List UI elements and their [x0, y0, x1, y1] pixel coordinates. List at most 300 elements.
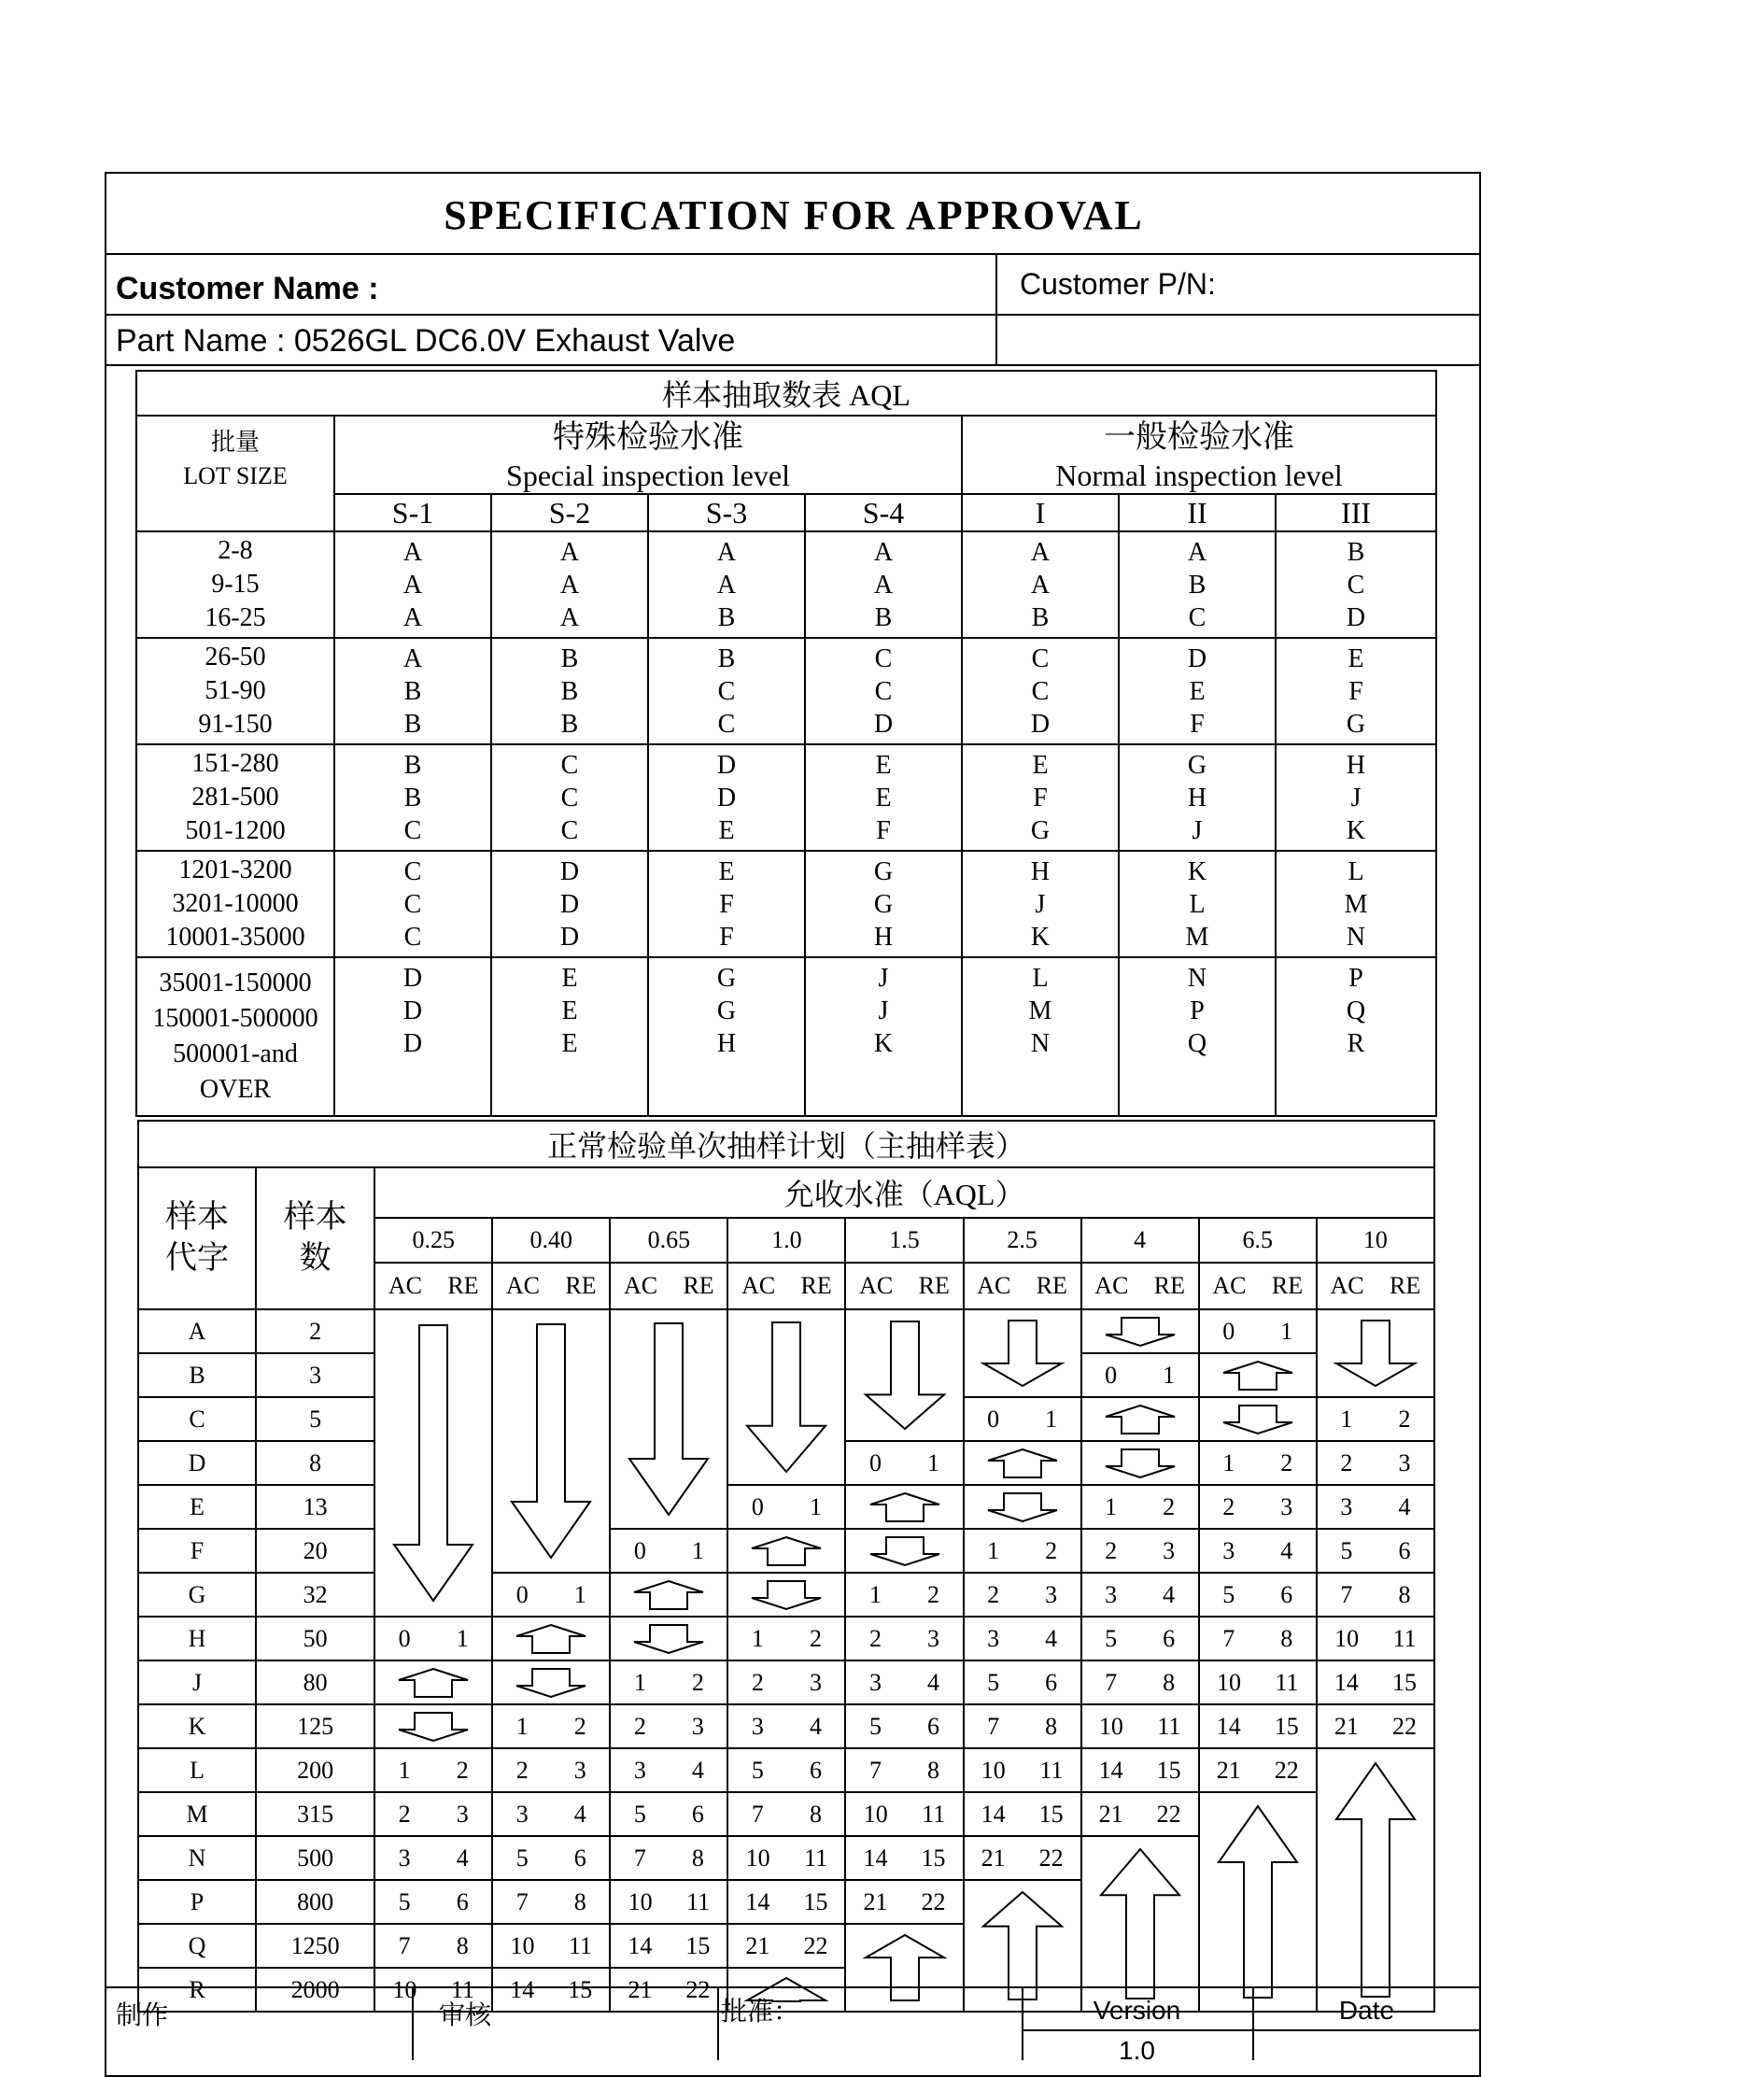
ac-re-cell [610, 1836, 727, 1880]
arrow-down-small-icon [1202, 1401, 1314, 1438]
ac-value: 5 [1222, 1580, 1235, 1608]
code-letter-cell [1119, 531, 1276, 638]
re-value: 8 [456, 1931, 469, 1959]
ac-re-cell [1317, 1573, 1434, 1617]
ac-re-cell [845, 1617, 963, 1660]
arrow-down-icon [967, 1313, 1079, 1393]
code-letter-cell [962, 744, 1119, 851]
ac-value: 1 [987, 1536, 1000, 1564]
re-value: 22 [1156, 1800, 1181, 1828]
ac-value: 14 [1216, 1712, 1241, 1740]
ac-re-cell [845, 1836, 963, 1880]
ac-re-cell [374, 1836, 492, 1880]
ac-label: AC [1212, 1272, 1247, 1299]
code-letter-cell [491, 638, 648, 744]
lot-size-header [136, 416, 334, 531]
ac-re-cell [964, 1573, 1081, 1617]
ac-value: 1 [868, 1580, 882, 1608]
lot-size-value: 10001-35000 [165, 923, 305, 952]
re-label: RE [683, 1272, 714, 1299]
sample-size-cell: 200 [256, 1748, 374, 1792]
sample-code-cell: Q [138, 1924, 256, 1968]
code-letter-cell [805, 957, 962, 1116]
ac-value: 14 [745, 1887, 770, 1915]
ac-re-cell [1081, 1660, 1199, 1704]
code-letter: G [1030, 816, 1051, 845]
re-value: 4 [691, 1756, 704, 1784]
re-value: 22 [685, 1975, 711, 2003]
code-letter: B [560, 710, 579, 739]
code-letter: A [402, 538, 423, 567]
code-letter: J [1035, 890, 1046, 919]
sample-size-cell: 32 [256, 1573, 374, 1617]
ac-value: 7 [751, 1800, 764, 1828]
arrow-down-small-icon [495, 1664, 607, 1702]
code-letter: G [873, 890, 894, 919]
code-letter: A [1187, 538, 1207, 567]
re-value: 2 [1163, 1492, 1176, 1520]
aql-value-header: 0.65 [610, 1218, 727, 1263]
sample-size-cell: 5 [256, 1397, 374, 1441]
code-letter: B [560, 677, 579, 706]
ac-re-cell [845, 1573, 963, 1617]
re-value: 4 [1163, 1580, 1176, 1608]
ac-value: 0 [398, 1624, 411, 1652]
ac-re-cell [610, 1924, 727, 1968]
re-label: RE [1153, 1272, 1186, 1299]
ac-value: 3 [868, 1668, 882, 1696]
ac-value: 3 [515, 1800, 529, 1828]
ac-value: 0 [868, 1448, 882, 1477]
inspection-level-header: S-1 [334, 494, 491, 531]
ac-re-cell [727, 1836, 845, 1880]
code-letter: B [717, 603, 736, 632]
aql-value-header: 0.40 [492, 1218, 610, 1263]
ac-re-cell [610, 1529, 727, 1573]
ac-value: 21 [745, 1931, 770, 1959]
lot-size-range [136, 744, 334, 851]
re-value: 22 [803, 1931, 828, 1959]
code-letter-cell [491, 744, 648, 851]
ac-value: 10 [981, 1756, 1006, 1784]
date-label: Date [1338, 1996, 1395, 2025]
customer-name-label: Customer Name : [116, 271, 379, 306]
code-letter: D [1030, 710, 1051, 739]
sample-size-cell: 13 [256, 1485, 374, 1529]
code-letter: L [1032, 964, 1049, 993]
code-letter: P [1190, 996, 1205, 1025]
use-above-cell [964, 1441, 1081, 1485]
lot-size-value: 150001-500000 [152, 1004, 318, 1033]
code-letter: B [874, 603, 893, 632]
ac-re-cell [610, 1748, 727, 1792]
ac-re-cell [492, 1880, 610, 1924]
special-level-header [334, 416, 962, 494]
ac-re-cell [492, 1968, 610, 2012]
sample-code-cell: C [138, 1397, 256, 1441]
code-letter-cell [962, 638, 1119, 744]
re-value: 1 [456, 1624, 469, 1652]
re-value: 2 [1398, 1405, 1411, 1433]
ac-value: 2 [751, 1668, 764, 1696]
ac-value: 1 [1105, 1492, 1118, 1520]
re-value: 2 [1045, 1536, 1058, 1564]
version-label: Version [1093, 1996, 1181, 2025]
re-value: 22 [1274, 1756, 1299, 1784]
ac-value: 10 [745, 1844, 770, 1872]
header-row-divider [105, 314, 1481, 316]
sample-size-cell: 315 [256, 1792, 374, 1836]
code-letter: C [403, 890, 422, 919]
code-letter: A [1030, 571, 1051, 600]
use-above-cell [727, 1529, 845, 1573]
code-letter: D [559, 857, 580, 886]
sample-size-header-1: 样本 [283, 1200, 347, 1235]
code-letter: E [718, 857, 735, 886]
ac-re-cell [492, 1704, 610, 1748]
ac-re-cell [1199, 1573, 1317, 1617]
re-value: 1 [573, 1580, 586, 1608]
code-letter: A [716, 538, 737, 567]
code-letter: F [1033, 784, 1048, 812]
code-letter: L [1348, 857, 1364, 886]
code-letter: K [1346, 816, 1366, 845]
aql-value-header: 0.25 [374, 1218, 492, 1263]
ac-value: 14 [510, 1975, 535, 2003]
re-value: 4 [809, 1712, 822, 1740]
continue-up-cell [845, 1924, 963, 2012]
re-value: 2 [927, 1580, 940, 1608]
sample-size-cell: 800 [256, 1880, 374, 1924]
arrow-down-icon [377, 1318, 489, 1608]
use-above-cell [374, 1660, 492, 1704]
re-value: 6 [809, 1756, 822, 1784]
ac-re-cell [1081, 1573, 1199, 1617]
re-value: 22 [1038, 1844, 1064, 1872]
lot-size-value: 35001-150000 [159, 968, 312, 997]
lot-size-value: 3201-10000 [172, 889, 299, 918]
ac-re-cell [727, 1792, 845, 1836]
ac-label: AC [977, 1272, 1011, 1299]
ac-re-cell [374, 1748, 492, 1792]
use-below-cell [610, 1617, 727, 1660]
code-letter: J [1192, 816, 1203, 845]
re-value: 11 [686, 1887, 711, 1915]
ac-re-cell [1081, 1529, 1199, 1573]
code-letter: R [1347, 1029, 1365, 1058]
code-letter: E [1189, 677, 1206, 706]
code-letter: F [1348, 677, 1363, 706]
ac-value: 2 [868, 1624, 882, 1652]
ac-re-cell [492, 1924, 610, 1968]
made-by-label: 制作 [116, 2001, 169, 2030]
ac-value: 10 [1216, 1668, 1241, 1696]
code-letter-cell [1119, 851, 1276, 957]
code-letter: E [1348, 644, 1364, 673]
lot-size-value: 1201-3200 [178, 855, 292, 884]
code-letter: M [1344, 890, 1368, 919]
code-letter-cell [1276, 851, 1436, 957]
code-letter: B [1188, 571, 1207, 600]
sample-code-header-2: 代字 [165, 1241, 230, 1276]
sample-code-cell: G [138, 1573, 256, 1617]
code-letter: F [876, 816, 891, 845]
ac-re-header [964, 1263, 1081, 1309]
ac-value: 10 [392, 1975, 417, 2003]
ac-re-cell [610, 1660, 727, 1704]
ac-re-cell [1199, 1704, 1317, 1748]
arrow-down-small-icon [849, 1533, 961, 1570]
aql-table-title: 样本抽取数表 AQL [136, 371, 1436, 416]
part-name-divider [105, 364, 1481, 366]
re-value: 8 [1163, 1668, 1176, 1696]
ac-re-cell [1199, 1660, 1317, 1704]
ac-value: 3 [987, 1624, 1000, 1652]
re-value: 3 [927, 1624, 940, 1652]
aql-sample-size-table [135, 370, 1437, 1117]
ac-value: 21 [863, 1887, 888, 1915]
re-value: 1 [1045, 1405, 1058, 1433]
ac-value: 1 [398, 1756, 411, 1784]
code-letter: D [559, 890, 580, 919]
re-value: 15 [921, 1844, 946, 1872]
code-letter-cell [805, 744, 962, 851]
code-letter-cell [1119, 957, 1276, 1116]
re-value: 1 [809, 1492, 822, 1520]
lot-size-value: 151-280 [191, 749, 279, 778]
ac-value: 2 [1340, 1448, 1353, 1477]
inspection-level-header: I [962, 494, 1119, 531]
ac-re-cell [845, 1748, 963, 1792]
aql-value-header: 1.0 [727, 1218, 845, 1263]
arrow-down-small-icon [1084, 1313, 1196, 1350]
ac-value: 14 [981, 1800, 1006, 1828]
ac-value: 3 [1105, 1580, 1118, 1608]
sample-code-cell: N [138, 1836, 256, 1880]
sample-size-cell: 125 [256, 1704, 374, 1748]
lot-size-label-cn: 批量 [210, 429, 260, 456]
ac-value: 5 [1340, 1536, 1353, 1564]
code-letter-cell [334, 957, 491, 1116]
ac-value: 7 [1340, 1580, 1353, 1608]
re-value: 8 [1398, 1580, 1411, 1608]
code-letter-cell [962, 531, 1119, 638]
sample-code-cell: F [138, 1529, 256, 1573]
ac-value: 2 [398, 1800, 411, 1828]
ac-value: 3 [751, 1712, 764, 1740]
ac-value: 1 [751, 1624, 764, 1652]
ac-label: AC [1330, 1272, 1364, 1299]
customer-pn-label: Customer P/N: [1020, 267, 1216, 301]
re-value: 1 [1280, 1317, 1293, 1345]
code-letter-cell [334, 851, 491, 957]
re-value: 4 [1398, 1492, 1411, 1520]
arrow-up-small-icon [1202, 1357, 1314, 1394]
ac-re-cell [964, 1660, 1081, 1704]
arrow-down-icon [1319, 1313, 1432, 1393]
ac-value: 2 [633, 1712, 646, 1740]
re-value: 3 [1163, 1536, 1176, 1564]
code-letter: A [559, 571, 580, 600]
ac-value: 0 [987, 1405, 1000, 1433]
code-letter-cell [491, 851, 648, 957]
continue-up-cell [1081, 1836, 1199, 2012]
ac-value: 5 [633, 1800, 646, 1828]
ac-re-cell [727, 1748, 845, 1792]
aql-value-header: 1.5 [845, 1218, 963, 1263]
arrow-up-small-icon [1084, 1401, 1196, 1438]
code-letter: B [1347, 538, 1365, 567]
code-letter: A [402, 603, 423, 632]
arrow-down-small-icon [613, 1620, 725, 1658]
ac-value: 7 [1222, 1624, 1235, 1652]
use-below-cell [1081, 1309, 1199, 1353]
inspection-level-header: II [1119, 494, 1276, 531]
sampling-plan-title: 正常检验单次抽样计划（主抽样表） [138, 1121, 1434, 1167]
ac-value: 7 [398, 1931, 411, 1959]
ac-re-cell [964, 1529, 1081, 1573]
re-value: 6 [1280, 1580, 1293, 1608]
ac-re-header [727, 1263, 845, 1309]
inspection-level-header: S-4 [805, 494, 962, 531]
code-letter: N [1187, 964, 1207, 993]
code-letter-cell [1276, 744, 1436, 851]
use-below-cell [727, 1573, 845, 1617]
ac-re-cell [964, 1836, 1081, 1880]
ac-value: 3 [1222, 1536, 1235, 1564]
sample-size-cell: 500 [256, 1836, 374, 1880]
use-below-cell [845, 1529, 963, 1573]
ac-re-cell [964, 1748, 1081, 1792]
ac-re-cell [1317, 1704, 1434, 1748]
sample-code-cell: J [138, 1660, 256, 1704]
ac-re-cell [1199, 1309, 1317, 1353]
ac-value: 0 [633, 1536, 646, 1564]
code-letter: E [718, 816, 735, 845]
ac-re-header [1317, 1263, 1434, 1309]
code-letter-cell [648, 957, 805, 1116]
re-value: 4 [1045, 1624, 1058, 1652]
ac-re-cell [1199, 1441, 1317, 1485]
arrow-up-icon [1084, 1842, 1196, 2006]
lot-size-value: 281-500 [191, 783, 279, 812]
re-label: RE [1271, 1272, 1304, 1299]
part-name: Part Name : 0526GL DC6.0V Exhaust Valve [116, 323, 736, 359]
arrow-up-icon [1319, 1756, 1432, 2004]
re-value: 2 [691, 1668, 704, 1696]
code-letter: B [403, 710, 422, 739]
re-value: 11 [569, 1931, 593, 1959]
re-value: 15 [1391, 1668, 1417, 1696]
code-letter: G [716, 996, 737, 1025]
re-value: 2 [809, 1624, 822, 1652]
lot-size-value: 2-8 [218, 536, 253, 565]
ac-re-cell [1317, 1397, 1434, 1441]
code-letter: D [402, 964, 423, 993]
footer-divider-1 [412, 1986, 414, 2060]
lot-size-range [136, 851, 334, 957]
sample-size-cell: 20 [256, 1529, 374, 1573]
code-letter-cell [1276, 531, 1436, 638]
ac-re-header [492, 1263, 610, 1309]
use-above-cell [492, 1617, 610, 1660]
sample-code-header-1: 样本 [165, 1200, 230, 1235]
lot-size-value: 501-1200 [185, 816, 286, 845]
code-letter: J [878, 964, 889, 993]
ac-re-cell [1199, 1617, 1317, 1660]
re-label: RE [1390, 1272, 1421, 1299]
document-title: SPECIFICATION FOR APPROVAL [444, 192, 1144, 238]
re-value: 8 [927, 1756, 940, 1784]
code-letter: D [1187, 644, 1207, 673]
re-value: 6 [573, 1844, 586, 1872]
code-letter: J [878, 996, 889, 1025]
ac-label: AC [505, 1272, 541, 1299]
code-letter: D [559, 923, 580, 952]
ac-re-cell [845, 1660, 963, 1704]
code-letter: C [560, 784, 579, 812]
code-letter: B [403, 751, 422, 780]
ac-value: 5 [398, 1887, 411, 1915]
ac-value: 14 [1334, 1668, 1359, 1696]
use-below-cell [964, 1485, 1081, 1529]
code-letter-cell [648, 744, 805, 851]
code-letter: F [719, 923, 734, 952]
code-letter-cell [648, 531, 805, 638]
ac-re-cell [845, 1704, 963, 1748]
re-value: 11 [1157, 1712, 1181, 1740]
code-letter: D [402, 1029, 423, 1058]
code-letter: E [875, 751, 892, 780]
arrow-up-small-icon [377, 1664, 489, 1702]
continue-down-cell [610, 1309, 727, 1529]
continue-down-cell [964, 1309, 1081, 1397]
approved-label: 批准： [721, 1998, 800, 2027]
arrow-down-small-icon [1084, 1445, 1196, 1482]
lot-size-range [136, 531, 334, 638]
re-value: 6 [1163, 1624, 1176, 1652]
lot-size-value: 9-15 [211, 570, 260, 599]
re-value: 15 [803, 1887, 828, 1915]
re-value: 11 [1392, 1624, 1417, 1652]
re-value: 8 [1045, 1712, 1058, 1740]
ac-value: 1 [633, 1668, 646, 1696]
code-letter: L [1189, 890, 1206, 919]
ac-re-header [610, 1263, 727, 1309]
sample-code-cell: R [138, 1968, 256, 2012]
sample-code-header [138, 1167, 256, 1309]
sample-size-cell: 2000 [256, 1968, 374, 2012]
ac-re-cell [1317, 1529, 1434, 1573]
sample-code-cell: K [138, 1704, 256, 1748]
code-letter-cell [962, 957, 1119, 1116]
sample-size-cell: 50 [256, 1617, 374, 1660]
re-label: RE [1036, 1272, 1067, 1299]
re-value: 3 [809, 1668, 822, 1696]
sample-code-cell: P [138, 1880, 256, 1924]
reviewed-label: 审核 [439, 2001, 492, 2030]
code-letter: C [1188, 603, 1207, 632]
code-letter: J [1350, 784, 1362, 812]
lot-size-value: 26-50 [205, 643, 266, 671]
code-letter: K [873, 1029, 894, 1058]
code-letter-cell [648, 851, 805, 957]
ac-re-header [1199, 1263, 1317, 1309]
code-letter: H [716, 1029, 737, 1058]
code-letter-cell [491, 531, 648, 638]
footer-top-line [105, 1986, 1481, 1988]
code-letter: A [1030, 538, 1051, 567]
